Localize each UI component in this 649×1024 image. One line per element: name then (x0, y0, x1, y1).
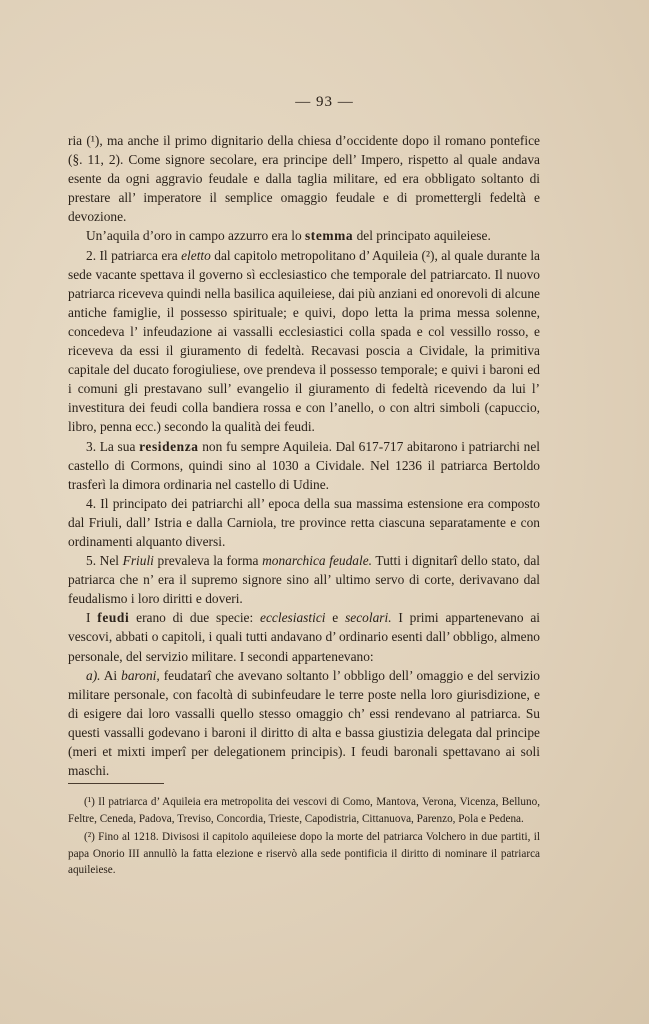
paragraph-residence: 3. La sua residenza non fu sempre Aquileia. Dal 617-717 abitarono i patriarchi nel castello di Cormons, quindi sino al 1030 a Cividale. Nel 1236 il patriarca Bertoldo trasferì la dimora ordinaria nel castello di Udine. (68, 438, 540, 492)
paragraph-friuli: 5. Nel Friuli prevaleva la forma monarchica feudale. Tutti i dignitarî dello stato, dal patriarca che n’ era il supremo signore sino all’ ultimo servo di corte, derivavano dal feudalismo i loro diritti e doveri. (68, 553, 540, 607)
footnote-divider (68, 783, 164, 784)
paragraph-stemma: Un’aquila d’oro in campo azzurro era lo stemma del principato aquileiese. (86, 228, 491, 244)
main-text (68, 131, 540, 780)
paragraph-election: 2. Il patriarca era eletto dal capitolo metropolitano d’ Aquileia (²), al quale durante la sede vacante spettava il governo sì ecclesiastico che temporale del patriarcato. Il nuovo patriarca riceveva quindi nella basilica aquileiese, dai più anziani ed onorevoli di alcune antiche famiglie, il possesso spirituale; e quivi, dopo letta la prima messa solenne, concedeva l’ infeudazione ai vassalli ecclesiastici colla spada e col vessillo rosso, e riceveva da essi il giuramento di fedeltà. Recavasi poscia a Cividale, la primitiva capitale del ducato forogiuliese, ove prendeva il possesso temporale; e quivi i baroni ed i comuni gli prestavano sull’ evangelio il giuramento di fedeltà ricevendo da lui l’ investitura dei feudi colla bandiera rossa e con l’anello, o con altri simboli (capuccio, libro, penna ecc.) secondo la qualità dei feudi. (68, 247, 540, 435)
footnote-1: (¹) Il patriarca d’ Aquileia era metropolita dei vescovi di Como, Mantova, Verona, Vicenza, Belluno, Feltre, Ceneda, Padova, Treviso, Concordia, Trieste, Capodistria, Cittanuova, Parenzo, Pola e Pedena. (68, 796, 540, 825)
paragraph-continuation: ria (¹), ma anche il primo dignitario della chiesa d’occidente dopo il romano pontefice (§. 11, 2). Come signore secolare, era principe dell’ Impero, rispetto al quale andava esente da ogni aggravio feudale e dalla taglia militare, ed era obbligato soltanto di prestare all’ imperatore il semplice omaggio feudale e di promettergli fedeltà e devozione. (68, 133, 540, 225)
paragraph-principality: 4. Il principato dei patriarchi all’ epoca della sua massima estensione era composto dal Friuli, dall’ Istria e dalla Carniola, tre province retta ciascuna separatamente e con ordinamenti alquanto diversi. (68, 495, 540, 549)
footnote-2: (²) Fino al 1218. Divisosi il capitolo aquileiese dopo la morte del patriarca Volchero in due partiti, il papa Onorio III annullò la fatta elezione e riservò alla sede pontificia il diritto di nominare il patriarca aquileiese. (68, 831, 540, 877)
paragraph-baroni: a). Ai baroni, feudatarî che avevano soltanto l’ obbligo dell’ omaggio e del servizio militare personale, con facoltà di subinfeudare le terre poste nella loro giurisdizione, e di esigere dai loro vassalli quello stesso omaggio ch’ essi rendevano al patriarca. Su questi vassalli godevano i baroni il diritto di alta e bassa giustizia delegata dal principe (meri et mixti imperî per delegationem principis). I feudi baronali spettavano ai soli maschi. (68, 667, 540, 779)
footnotes (68, 794, 540, 881)
paragraph-feudi: I feudi erano di due specie: ecclesiastici e secolari. I primi appartenevano ai vescovi, abbati o capitoli, i quali tutti andavano d’ ordinario esenti dall’ obbligo, almeno personale, del servizio militare. I secondi appartenevano: (68, 610, 541, 664)
page-number: — 93 — (295, 94, 354, 110)
